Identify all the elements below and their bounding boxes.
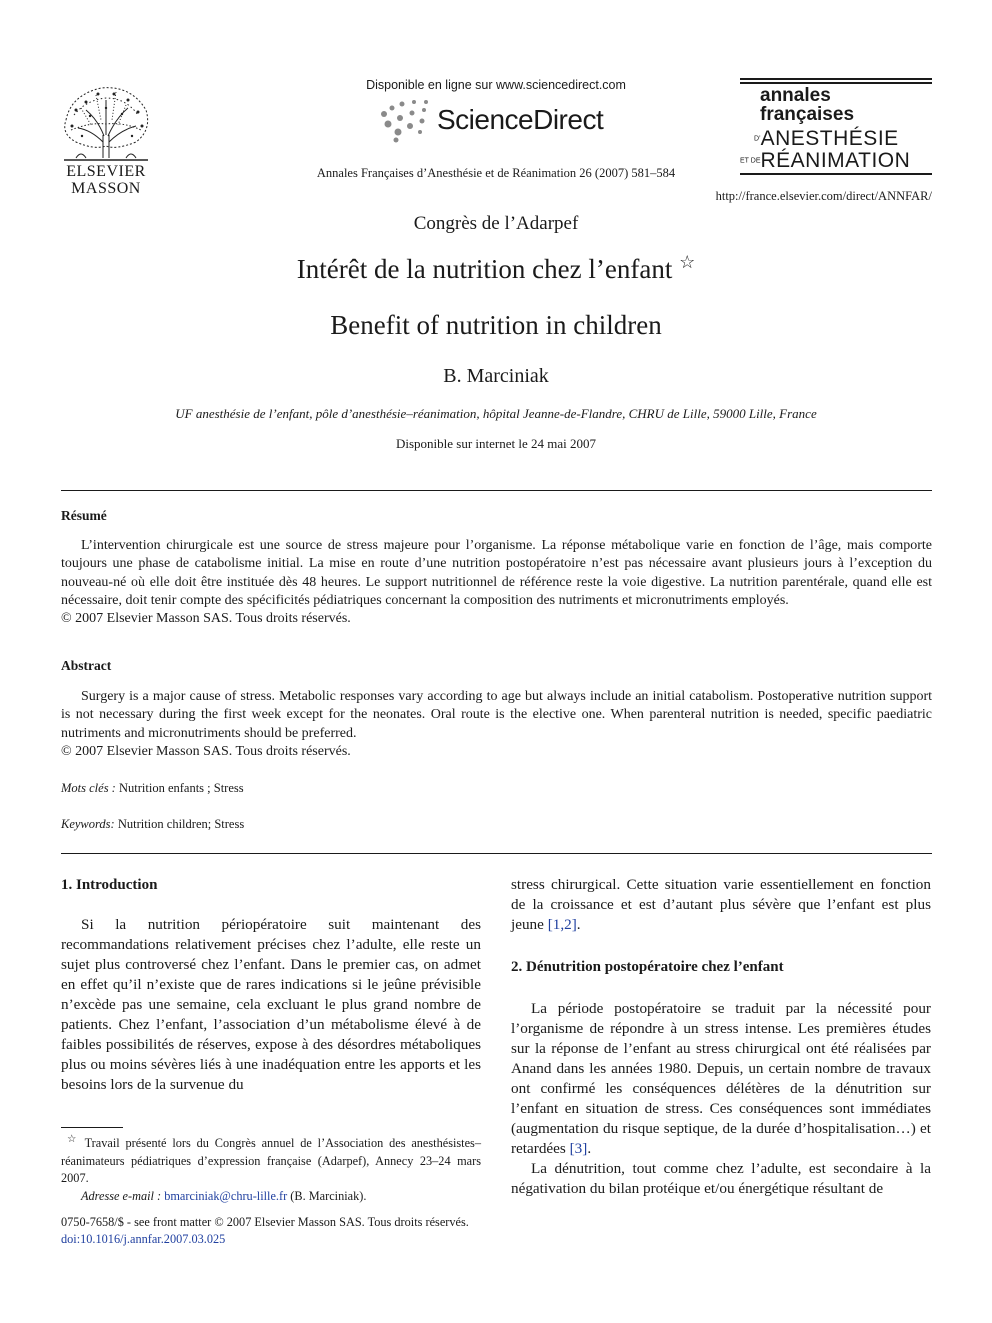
- email-link[interactable]: bmarciniak@chru-lille.fr: [164, 1188, 288, 1203]
- right-column: [511, 875, 931, 1199]
- citation-link[interactable]: [1,2]: [547, 916, 577, 933]
- resume-heading: Résumé: [61, 508, 107, 523]
- journal-logo-line3: [754, 128, 899, 150]
- abstract-text: Surgery is a major cause of stress. Metabolic responses vary according to age but always include an initial catabolism. Postoperative nutrition support is not necessary during the first week except for the neonates. Oral route is the elective one. When parenteral nutrition is needed, specific paediatric nutriments and micronutriments should be preferred.: [61, 689, 932, 741]
- footnote-text: [61, 1131, 481, 1188]
- article-title-fr: [0, 252, 992, 285]
- denutrition-paragraph-2: La dénutrition, tout comme chez l’adulte, est secondaire à la négativation du bilan protéique et/ou énergétique résultant de: [511, 1160, 931, 1197]
- intro-paragraph: Si la nutrition périopératoire suit maintenant des recommandations relativement précises chez l’adulte, elle reste un sujet plus controversé chez l’enfant. Dans le premier cas, on admet en effet qu’il n’existe que de rares indications si le jeûne prévisible n’excède pas une semaine, cela excluant le plus grand nombre de patients. Chez l’enfant, l’association d’un métabolisme élevé à de faibles possibilités de réserves, expose à des désordres métaboliques plus ou moins sévères liés à une inadéquation entre les apports et les besoins lors de la survenue du: [61, 916, 481, 1093]
- intro-end: .: [576, 916, 581, 933]
- citation-link[interactable]: [3]: [569, 1140, 588, 1157]
- doi-link[interactable]: doi:10.1016/j.annfar.2007.03.025: [61, 1232, 226, 1246]
- footnote-email: [61, 1188, 481, 1206]
- denutrition-paragraph-1: [511, 999, 931, 1159]
- journal-logo-line2: françaises: [760, 104, 855, 125]
- journal-logo-line3-word: ANESTHÉSIE: [760, 127, 899, 150]
- footnote-rule: [61, 1127, 123, 1128]
- abstract-body: [61, 688, 932, 761]
- publisher-name-line1: ELSEVIER: [66, 163, 146, 180]
- article-section-label: Congrès de l’Adarpef: [413, 213, 579, 234]
- journal-logo-line4: [740, 150, 910, 172]
- sciencedirect-wordmark[interactable]: ScienceDirect: [437, 104, 604, 135]
- journal-logo-line4-prefix: ET DE: [740, 157, 761, 165]
- resume-body: [61, 537, 932, 628]
- abstract-copyright: © 2007 Elsevier Masson SAS. Tous droits réservés.: [61, 743, 351, 759]
- denutrition-paragraph-1-text: La période postopératoire se traduit par la nécessité pour l’organisme de répondre à un stress intense. Les premières études sur la réponse de l’enfant au stress chirurgical ont été réalisées par Anand dans les années 1980. Depuis, un certain nombre de travaux ont confirmé les conséquences délétères de la dénutrition sur l’enfant en situation de stress. Ces conséquences sont immédiates (augmentation du risque septique, de la durée d’hospitalisation…) et retardées: [511, 1000, 931, 1157]
- journal-logo-line4-word: RÉANIMATION: [760, 149, 911, 172]
- title-footnote-star-icon[interactable]: ☆: [679, 252, 696, 272]
- author-affiliation: UF anesthésie de l’enfant, pôle d’anesthésie–réanimation, hôpital Jeanne-de-Flandre, CHRU de Lille, 59000 Lille, France: [175, 406, 817, 421]
- keywords-en-label: Keywords:: [61, 817, 115, 831]
- journal-url-link[interactable]: http://france.elsevier.com/direct/ANNFAR/: [715, 189, 932, 203]
- journal-logo-rule-top: [740, 78, 932, 80]
- journal-logo-line3-prefix: D’: [754, 135, 761, 143]
- section-heading-denutrition: 2. Dénutrition postopératoire chez l’enfant: [511, 959, 784, 975]
- footnote-email-owner: (B. Marciniak).: [290, 1188, 367, 1203]
- spacer: [511, 977, 931, 999]
- footer-copyright: 0750-7658/$ - see front matter © 2007 Elsevier Masson SAS. Tous droits réservés.: [61, 1215, 469, 1229]
- intro-continuation: [511, 875, 931, 935]
- sciencedirect-availability: Disponible en ligne sur www.sciencedirect.com: [366, 78, 626, 92]
- divider-bottom: [61, 853, 932, 854]
- resume-copyright: © 2007 Elsevier Masson SAS. Tous droits réservés.: [61, 611, 351, 627]
- journal-logo-rule-bottom: [740, 173, 932, 175]
- article-title-en: Benefit of nutrition in children: [330, 310, 662, 340]
- spacer: [511, 935, 931, 957]
- left-column: [61, 875, 481, 1095]
- online-availability-date: Disponible sur internet le 24 mai 2007: [395, 436, 597, 451]
- keywords-fr: [61, 781, 244, 796]
- journal-citation: Annales Françaises d’Anesthésie et de Réanimation 26 (2007) 581–584: [316, 166, 676, 180]
- denutrition-paragraph-1-end: .: [587, 1140, 592, 1157]
- journal-logo: [740, 78, 932, 176]
- keywords-en-values: Nutrition children; Stress: [117, 817, 245, 831]
- resume-text: L’intervention chirurgicale est une source de stress majeure pour l’organisme. La réponse métabolique varie en fonction de l’âge, mais comporte toujours une phase de catabolisme initial. La mise en route d’une nutrition postopératoire n’est pas nécessaire avant plusieurs jours à l’exception du nouveau-né où elle doit être instituée dès 48 heures. Le support nutritionnel de référence reste la voie digestive. La nutrition parentérale, quand elle est nécessaire, doit tenir compte des spécificités pédiatriques concernant la composition des nutriments et micronutriments employés.: [61, 538, 932, 608]
- publisher-name: [56, 163, 156, 197]
- article-title-fr-text: Intérêt de la nutrition chez l’enfant: [296, 254, 673, 284]
- divider-top: [61, 490, 932, 491]
- footnote-star-icon: ☆: [67, 1134, 79, 1145]
- article-author: B. Marciniak: [443, 365, 549, 387]
- keywords-en: [61, 817, 244, 832]
- abstract-heading: Abstract: [61, 658, 112, 673]
- footnote-email-label: Adresse e-mail :: [81, 1188, 162, 1203]
- intro-continuation-text: stress chirurgical. Cette situation varie essentiellement en fonction de la croissance et est d’autant plus sévère que l’enfant est plus jeune: [511, 876, 931, 933]
- keywords-fr-values: Nutrition enfants ; Stress: [118, 781, 244, 795]
- journal-logo-rule-top2: [740, 82, 932, 84]
- section-heading-introduction: 1. Introduction: [61, 877, 158, 893]
- footnote-text-body: Travail présenté lors du Congrès annuel de l’Association des anesthésistes–réanimateurs pédiatriques d’expression française (Adarpef), Annecy 23–24 mars 2007.: [61, 1136, 481, 1186]
- keywords-fr-label: Mots clés :: [61, 781, 116, 795]
- journal-logo-line1: annales: [760, 85, 831, 106]
- spacer: [61, 895, 481, 915]
- publisher-name-line2: MASSON: [71, 180, 141, 197]
- page-footer: [61, 1214, 469, 1248]
- footnote: [61, 1131, 481, 1205]
